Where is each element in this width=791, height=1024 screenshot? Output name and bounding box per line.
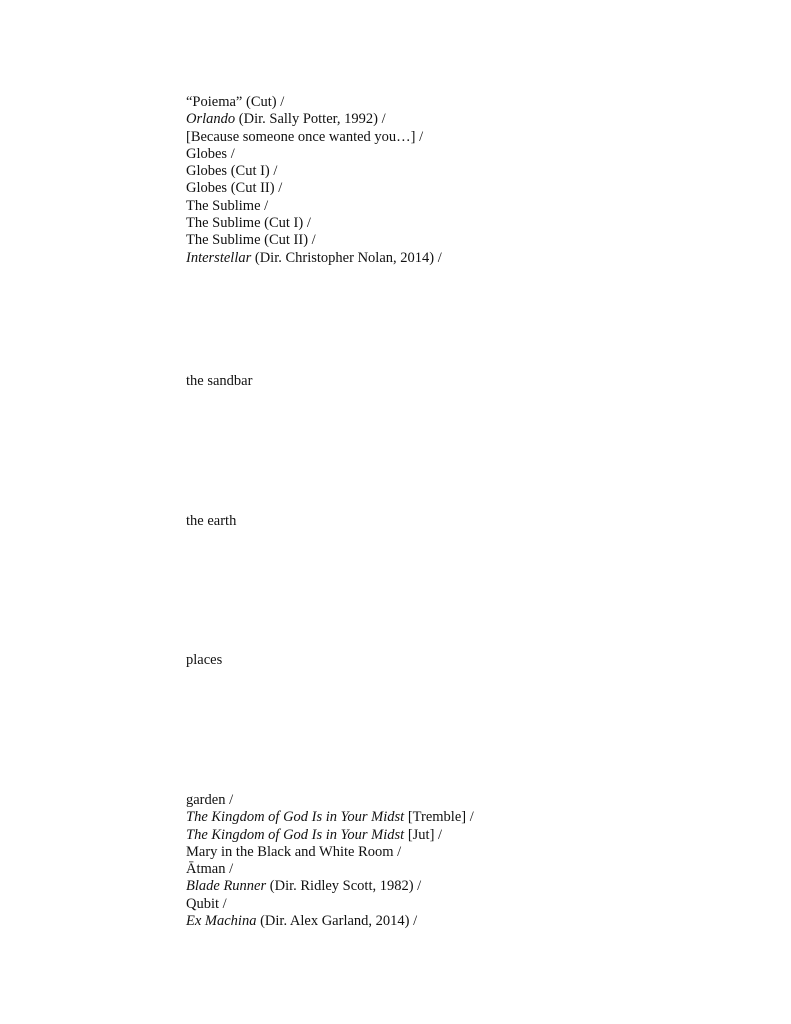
item-text: (Dir. Sally Potter, 1992) / [235,111,386,128]
list-item [186,861,474,878]
bottom-list [186,792,474,930]
item-text: (Dir. Ridley Scott, 1982) / [266,878,422,895]
top-list [186,94,442,267]
list-item [186,809,474,826]
item-text: The Sublime / [186,197,269,214]
list-item [186,111,442,128]
item-text: Globes (Cut II) / [186,180,283,197]
list-item [186,232,442,249]
item-text: Globes (Cut I) / [186,163,278,180]
italic-title: The Kingdom of God Is in Your Midst [186,826,405,843]
italic-title: Interstellar [186,249,252,266]
item-text: garden / [186,792,234,808]
list-item [186,215,442,232]
item-text: The Sublime (Cut I) / [186,215,311,232]
list-item [186,792,474,809]
section-heading-earth: the earth [186,513,237,529]
list-item [186,163,442,180]
list-item [186,129,442,146]
item-text: [Tremble] / [404,809,474,826]
italic-title: The Kingdom of God Is in Your Midst [186,809,405,826]
item-text: [Because someone once wanted you…] / [186,128,424,145]
italic-title: Blade Runner [186,878,267,895]
item-text: Ātman / [186,861,234,878]
list-item [186,896,474,913]
item-text: Globes / [186,145,235,162]
italic-title: Orlando [186,111,236,128]
item-text: “Poiema” (Cut) / [186,94,285,110]
item-text: Qubit / [186,895,227,912]
list-item [186,250,442,267]
section-heading-sandbar: the sandbar [186,373,253,389]
italic-title: Ex Machina [186,913,257,930]
item-text: Mary in the Black and White Room / [186,843,402,860]
list-item [186,180,442,197]
list-item [186,146,442,163]
list-item [186,913,474,930]
list-item [186,94,442,111]
section-heading-places: places [186,652,223,668]
item-text: [Jut] / [404,826,443,843]
list-item [186,878,474,895]
item-text: (Dir. Christopher Nolan, 2014) / [251,249,442,266]
item-text: The Sublime (Cut II) / [186,232,316,249]
list-item [186,844,474,861]
list-item [186,198,442,215]
list-item [186,827,474,844]
item-text: (Dir. Alex Garland, 2014) / [256,913,418,930]
